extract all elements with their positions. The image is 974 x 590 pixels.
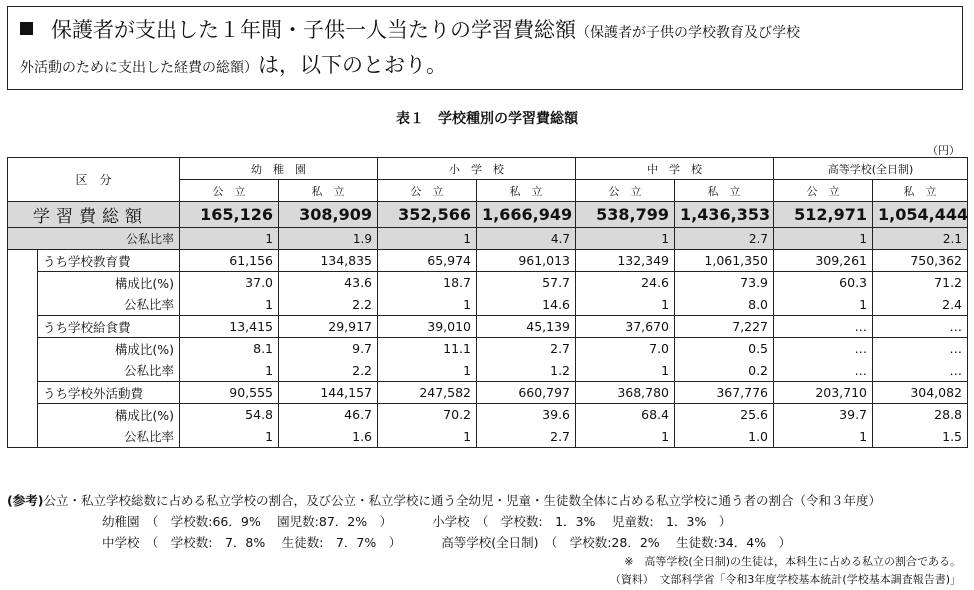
header-label-cell: 区 分 bbox=[8, 158, 180, 202]
total-ratio-label: 公私比率 bbox=[8, 228, 180, 250]
section-value: 134,835 bbox=[279, 250, 378, 272]
sub-header: 公 立 bbox=[576, 180, 675, 202]
sub-header: 公 立 bbox=[180, 180, 279, 202]
total-ratio-value: 1 bbox=[774, 228, 873, 250]
indent-cell bbox=[8, 294, 38, 316]
indent-cell bbox=[8, 404, 38, 426]
total-value: 512,971 bbox=[774, 202, 873, 228]
total-value: 1,054,444 bbox=[873, 202, 968, 228]
headline-paren-2: 外活動のために支出した経費の総額） bbox=[20, 60, 258, 76]
ratio-row-2 bbox=[7, 532, 967, 553]
section-value: 367,776 bbox=[675, 382, 774, 404]
section-value: … bbox=[873, 316, 968, 338]
headline-box bbox=[7, 6, 963, 90]
ratio-value: 1 bbox=[180, 426, 279, 448]
section-value: 660,797 bbox=[477, 382, 576, 404]
composition-row bbox=[8, 404, 968, 426]
composition-value: 68.4 bbox=[576, 404, 675, 426]
total-ratio-value: 1.9 bbox=[279, 228, 378, 250]
ratio-value: 1 bbox=[774, 426, 873, 448]
ratio-label: 公私比率 bbox=[38, 426, 180, 448]
ratio-value: 2.4 bbox=[873, 294, 968, 316]
total-ratio-value: 1 bbox=[378, 228, 477, 250]
sub-header: 公 立 bbox=[378, 180, 477, 202]
ratio-value: 14.6 bbox=[477, 294, 576, 316]
ref-note bbox=[7, 490, 967, 511]
ratio-value: … bbox=[774, 360, 873, 382]
school-type-header: 小 学 校 bbox=[378, 158, 576, 180]
composition-value: 37.0 bbox=[180, 272, 279, 294]
composition-value: 28.8 bbox=[873, 404, 968, 426]
composition-value: 43.6 bbox=[279, 272, 378, 294]
sub-header: 公 立 bbox=[774, 180, 873, 202]
headline-line2 bbox=[20, 48, 950, 85]
unit-label: （円） bbox=[927, 144, 960, 157]
section-row bbox=[8, 382, 968, 404]
composition-label: 構成比(%) bbox=[38, 272, 180, 294]
table-caption: 表１ 学校種別の学習費総額 bbox=[396, 111, 578, 127]
section-value: 1,061,350 bbox=[675, 250, 774, 272]
section-value: 368,780 bbox=[576, 382, 675, 404]
composition-value: 9.7 bbox=[279, 338, 378, 360]
section-value: 90,555 bbox=[180, 382, 279, 404]
ref-text: 公立・私立学校総数に占める私立学校の割合，及び公立・私立学校に通う全幼児・児童・生徒数全体に占める私立学校に通う者の割合（令和３年度） bbox=[43, 493, 881, 508]
composition-value: … bbox=[873, 338, 968, 360]
composition-value: 2.7 bbox=[477, 338, 576, 360]
section-value: 247,582 bbox=[378, 382, 477, 404]
school-type-header: 幼 稚 園 bbox=[180, 158, 378, 180]
section-label: うち学校給食費 bbox=[38, 316, 180, 338]
ratio-value: 0.2 bbox=[675, 360, 774, 382]
ratio-value: 8.0 bbox=[675, 294, 774, 316]
total-label: 学習費総額 bbox=[8, 202, 180, 228]
square-bullet-icon bbox=[20, 22, 33, 35]
composition-value: 73.9 bbox=[675, 272, 774, 294]
section-value: 61,156 bbox=[180, 250, 279, 272]
total-value: 352,566 bbox=[378, 202, 477, 228]
section-value: 39,010 bbox=[378, 316, 477, 338]
composition-value: 71.2 bbox=[873, 272, 968, 294]
total-ratio-row bbox=[8, 228, 968, 250]
section-value: 304,082 bbox=[873, 382, 968, 404]
source-note: （資料） 文部科学省「令和3年度学校基本統計(学校基本調査報告書)」 bbox=[609, 573, 961, 586]
total-value: 165,126 bbox=[180, 202, 279, 228]
composition-value: 0.5 bbox=[675, 338, 774, 360]
total-value: 1,666,949 bbox=[477, 202, 576, 228]
section-value: 144,157 bbox=[279, 382, 378, 404]
headline-main: 保護者が支出した１年間・子供一人当たりの学習費総額 bbox=[51, 18, 576, 42]
indent-cell bbox=[8, 250, 38, 272]
section-row bbox=[8, 250, 968, 272]
total-value: 538,799 bbox=[576, 202, 675, 228]
headline-line1 bbox=[20, 15, 950, 48]
sub-header: 私 立 bbox=[279, 180, 378, 202]
ratio-value: … bbox=[873, 360, 968, 382]
composition-row bbox=[8, 338, 968, 360]
section-value: 65,974 bbox=[378, 250, 477, 272]
star-note: ※ 高等学校(全日制)の生徒は，本科生に占める私立の割合である。 bbox=[624, 555, 961, 568]
high-ratio: 高等学校(全日制) （ 学校数:28．2% 生徒数:34．4% ） bbox=[441, 535, 792, 550]
section-value: 13,415 bbox=[180, 316, 279, 338]
composition-value: 11.1 bbox=[378, 338, 477, 360]
total-value: 1,436,353 bbox=[675, 202, 774, 228]
ratio-value: 1 bbox=[378, 294, 477, 316]
composition-value: 7.0 bbox=[576, 338, 675, 360]
composition-label: 構成比(%) bbox=[38, 338, 180, 360]
ratio-value: 1 bbox=[180, 360, 279, 382]
composition-value: 8.1 bbox=[180, 338, 279, 360]
composition-row bbox=[8, 272, 968, 294]
indent-cell bbox=[8, 426, 38, 448]
notes bbox=[7, 490, 967, 589]
section-row bbox=[8, 316, 968, 338]
total-ratio-value: 2.7 bbox=[675, 228, 774, 250]
ratio-value: 2.2 bbox=[279, 360, 378, 382]
indent-cell bbox=[8, 272, 38, 294]
section-value: 132,349 bbox=[576, 250, 675, 272]
total-ratio-value: 1 bbox=[576, 228, 675, 250]
composition-value: 39.7 bbox=[774, 404, 873, 426]
ratio-value: 1 bbox=[576, 426, 675, 448]
ratio-value: 2.2 bbox=[279, 294, 378, 316]
kinder-ratio: 幼稚園 （ 学校数:66．9% 園児数:87．2% ） bbox=[102, 514, 393, 529]
ratio-value: 1 bbox=[378, 426, 477, 448]
composition-value: 39.6 bbox=[477, 404, 576, 426]
ratio-value: 1 bbox=[576, 360, 675, 382]
section-value: 961,013 bbox=[477, 250, 576, 272]
composition-value: … bbox=[774, 338, 873, 360]
composition-value: 60.3 bbox=[774, 272, 873, 294]
indent-cell bbox=[8, 382, 38, 404]
ratio-row bbox=[8, 294, 968, 316]
composition-value: 46.7 bbox=[279, 404, 378, 426]
header-row-schools bbox=[8, 158, 968, 180]
section-value: … bbox=[774, 316, 873, 338]
ratio-value: 1.5 bbox=[873, 426, 968, 448]
composition-value: 18.7 bbox=[378, 272, 477, 294]
section-label: うち学校教育費 bbox=[38, 250, 180, 272]
ratio-value: 2.7 bbox=[477, 426, 576, 448]
ratio-value: 1.2 bbox=[477, 360, 576, 382]
ratio-value: 1 bbox=[576, 294, 675, 316]
ratio-value: 1 bbox=[774, 294, 873, 316]
indent-cell bbox=[8, 316, 38, 338]
ratio-label: 公私比率 bbox=[38, 294, 180, 316]
section-value: 750,362 bbox=[873, 250, 968, 272]
indent-cell bbox=[8, 338, 38, 360]
sub-header: 私 立 bbox=[477, 180, 576, 202]
total-row bbox=[8, 202, 968, 228]
ref-label: (参考) bbox=[7, 493, 44, 508]
sub-header: 私 立 bbox=[675, 180, 774, 202]
ratio-value: 1.6 bbox=[279, 426, 378, 448]
elem-ratio: 小学校 （ 学校数: 1．3% 児童数: 1．3% ） bbox=[432, 514, 732, 529]
composition-value: 70.2 bbox=[378, 404, 477, 426]
composition-value: 57.7 bbox=[477, 272, 576, 294]
section-value: 203,710 bbox=[774, 382, 873, 404]
expense-table bbox=[7, 157, 968, 448]
composition-value: 54.8 bbox=[180, 404, 279, 426]
indent-cell bbox=[8, 360, 38, 382]
total-ratio-value: 1 bbox=[180, 228, 279, 250]
ratio-row bbox=[8, 360, 968, 382]
total-value: 308,909 bbox=[279, 202, 378, 228]
composition-value: 25.6 bbox=[675, 404, 774, 426]
section-label: うち学校外活動費 bbox=[38, 382, 180, 404]
section-value: 45,139 bbox=[477, 316, 576, 338]
composition-label: 構成比(%) bbox=[38, 404, 180, 426]
school-type-header: 高等学校(全日制) bbox=[774, 158, 968, 180]
section-value: 309,261 bbox=[774, 250, 873, 272]
total-ratio-value: 2.1 bbox=[873, 228, 968, 250]
ratio-label: 公私比率 bbox=[38, 360, 180, 382]
total-ratio-value: 4.7 bbox=[477, 228, 576, 250]
headline-paren-1: （保護者が子供の学校教育及び学校 bbox=[576, 25, 800, 41]
section-value: 29,917 bbox=[279, 316, 378, 338]
ratio-row bbox=[8, 426, 968, 448]
sub-header: 私 立 bbox=[873, 180, 968, 202]
ratio-row-1 bbox=[7, 511, 967, 532]
section-value: 37,670 bbox=[576, 316, 675, 338]
ratio-value: 1 bbox=[180, 294, 279, 316]
ratio-value: 1.0 bbox=[675, 426, 774, 448]
junior-ratio: 中学校 （ 学校数: 7．8% 生徒数: 7．7% ） bbox=[102, 535, 402, 550]
composition-value: 24.6 bbox=[576, 272, 675, 294]
ratio-value: 1 bbox=[378, 360, 477, 382]
headline-tail: は，以下のとおり。 bbox=[258, 53, 447, 77]
school-type-header: 中 学 校 bbox=[576, 158, 774, 180]
section-value: 7,227 bbox=[675, 316, 774, 338]
